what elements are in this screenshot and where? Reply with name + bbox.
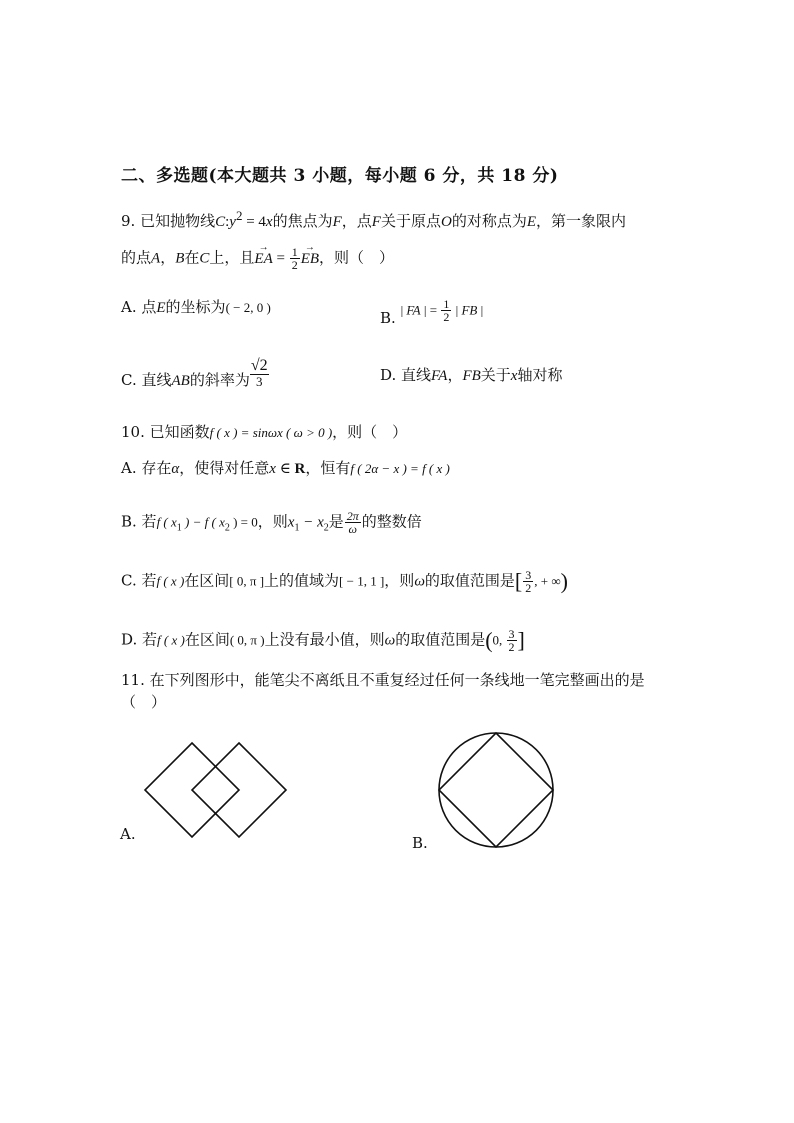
- q9-option-b: B. | FA | = $\frac{1}{2}$ | FB |: [380, 297, 484, 327]
- figure-a-overlapping-diamonds: [140, 738, 300, 848]
- vector-ea: → EA: [254, 249, 272, 269]
- q10-stem: 10. 已知函数f ( x ) = sinωx ( ω > 0 )，则（ ）: [121, 423, 408, 441]
- q9-option-a: A. 点E的坐标为( − 2, 0 ): [121, 298, 271, 316]
- q11-paren: （ ）: [121, 693, 167, 711]
- fraction-sqrt2-over-3: $\frac{√2}{3}$: [250, 357, 268, 389]
- q11-stem: 11. 在下列图形中，能笔尖不离纸且不重复经过任何一条线地一笔完整画出的是: [121, 671, 645, 689]
- q9-option-d: D. 直线FA，FB关于x轴对称: [380, 366, 563, 384]
- q10-option-c: C. 若f ( x )在区间[ 0, π ]上的值域为[ − 1, 1 ]，则ω的取值范围是[ $\frac{3}{2}$ , + ∞): [121, 568, 568, 595]
- fraction-three-halves: $\frac{3}{2}$: [525, 568, 532, 595]
- q9-stem-line1: 9. 已知抛物线$C:y^2 = 4x$的焦点为F，点F关于原点O的对称点为E，第一象限内: [121, 208, 627, 230]
- figure-b-label: B.: [412, 834, 428, 852]
- q10-option-b: B. 若f ( $x_1$ ) − f ( $x_2$ ) = 0，则$x_1 - x_2$是 $\frac{2\pi}{\omega}$ 的整数倍: [121, 509, 422, 536]
- fraction-one-half: $\frac{1}{2}$: [291, 245, 298, 272]
- fraction-2pi-over-omega: $\frac{2\pi}{\omega}$: [346, 509, 359, 536]
- q10-option-d: D. 若f ( x )在区间( 0, π )上没有最小值，则ω的取值范围是(0, $\frac{3}{2}$ ]: [121, 627, 525, 654]
- fraction-one-half: $\frac{1}{2}$: [443, 297, 450, 324]
- figure-a-label: A.: [120, 825, 136, 843]
- figure-b-circle-with-inscribed-square: [434, 728, 558, 852]
- q9-stem-line2: 的点A，B在C上，且→ EA = $\frac{1}{2}$ → EB，则（ ）: [121, 246, 394, 271]
- q9-option-c: C. 直线AB的斜率为 $\frac{√2}{3}$: [121, 357, 268, 389]
- fraction-three-halves: $\frac{3}{2}$: [508, 627, 515, 654]
- q10-option-a: A. 存在α，使得对任意x ∈ R，恒有f ( 2α − x ) = f ( x ): [121, 459, 450, 477]
- vector-eb: → EB: [301, 249, 319, 269]
- figure-b-circle: [439, 733, 553, 847]
- section-title: 二、多选题(本大题共 3 小题，每小题 6 分，共 18 分): [121, 166, 559, 186]
